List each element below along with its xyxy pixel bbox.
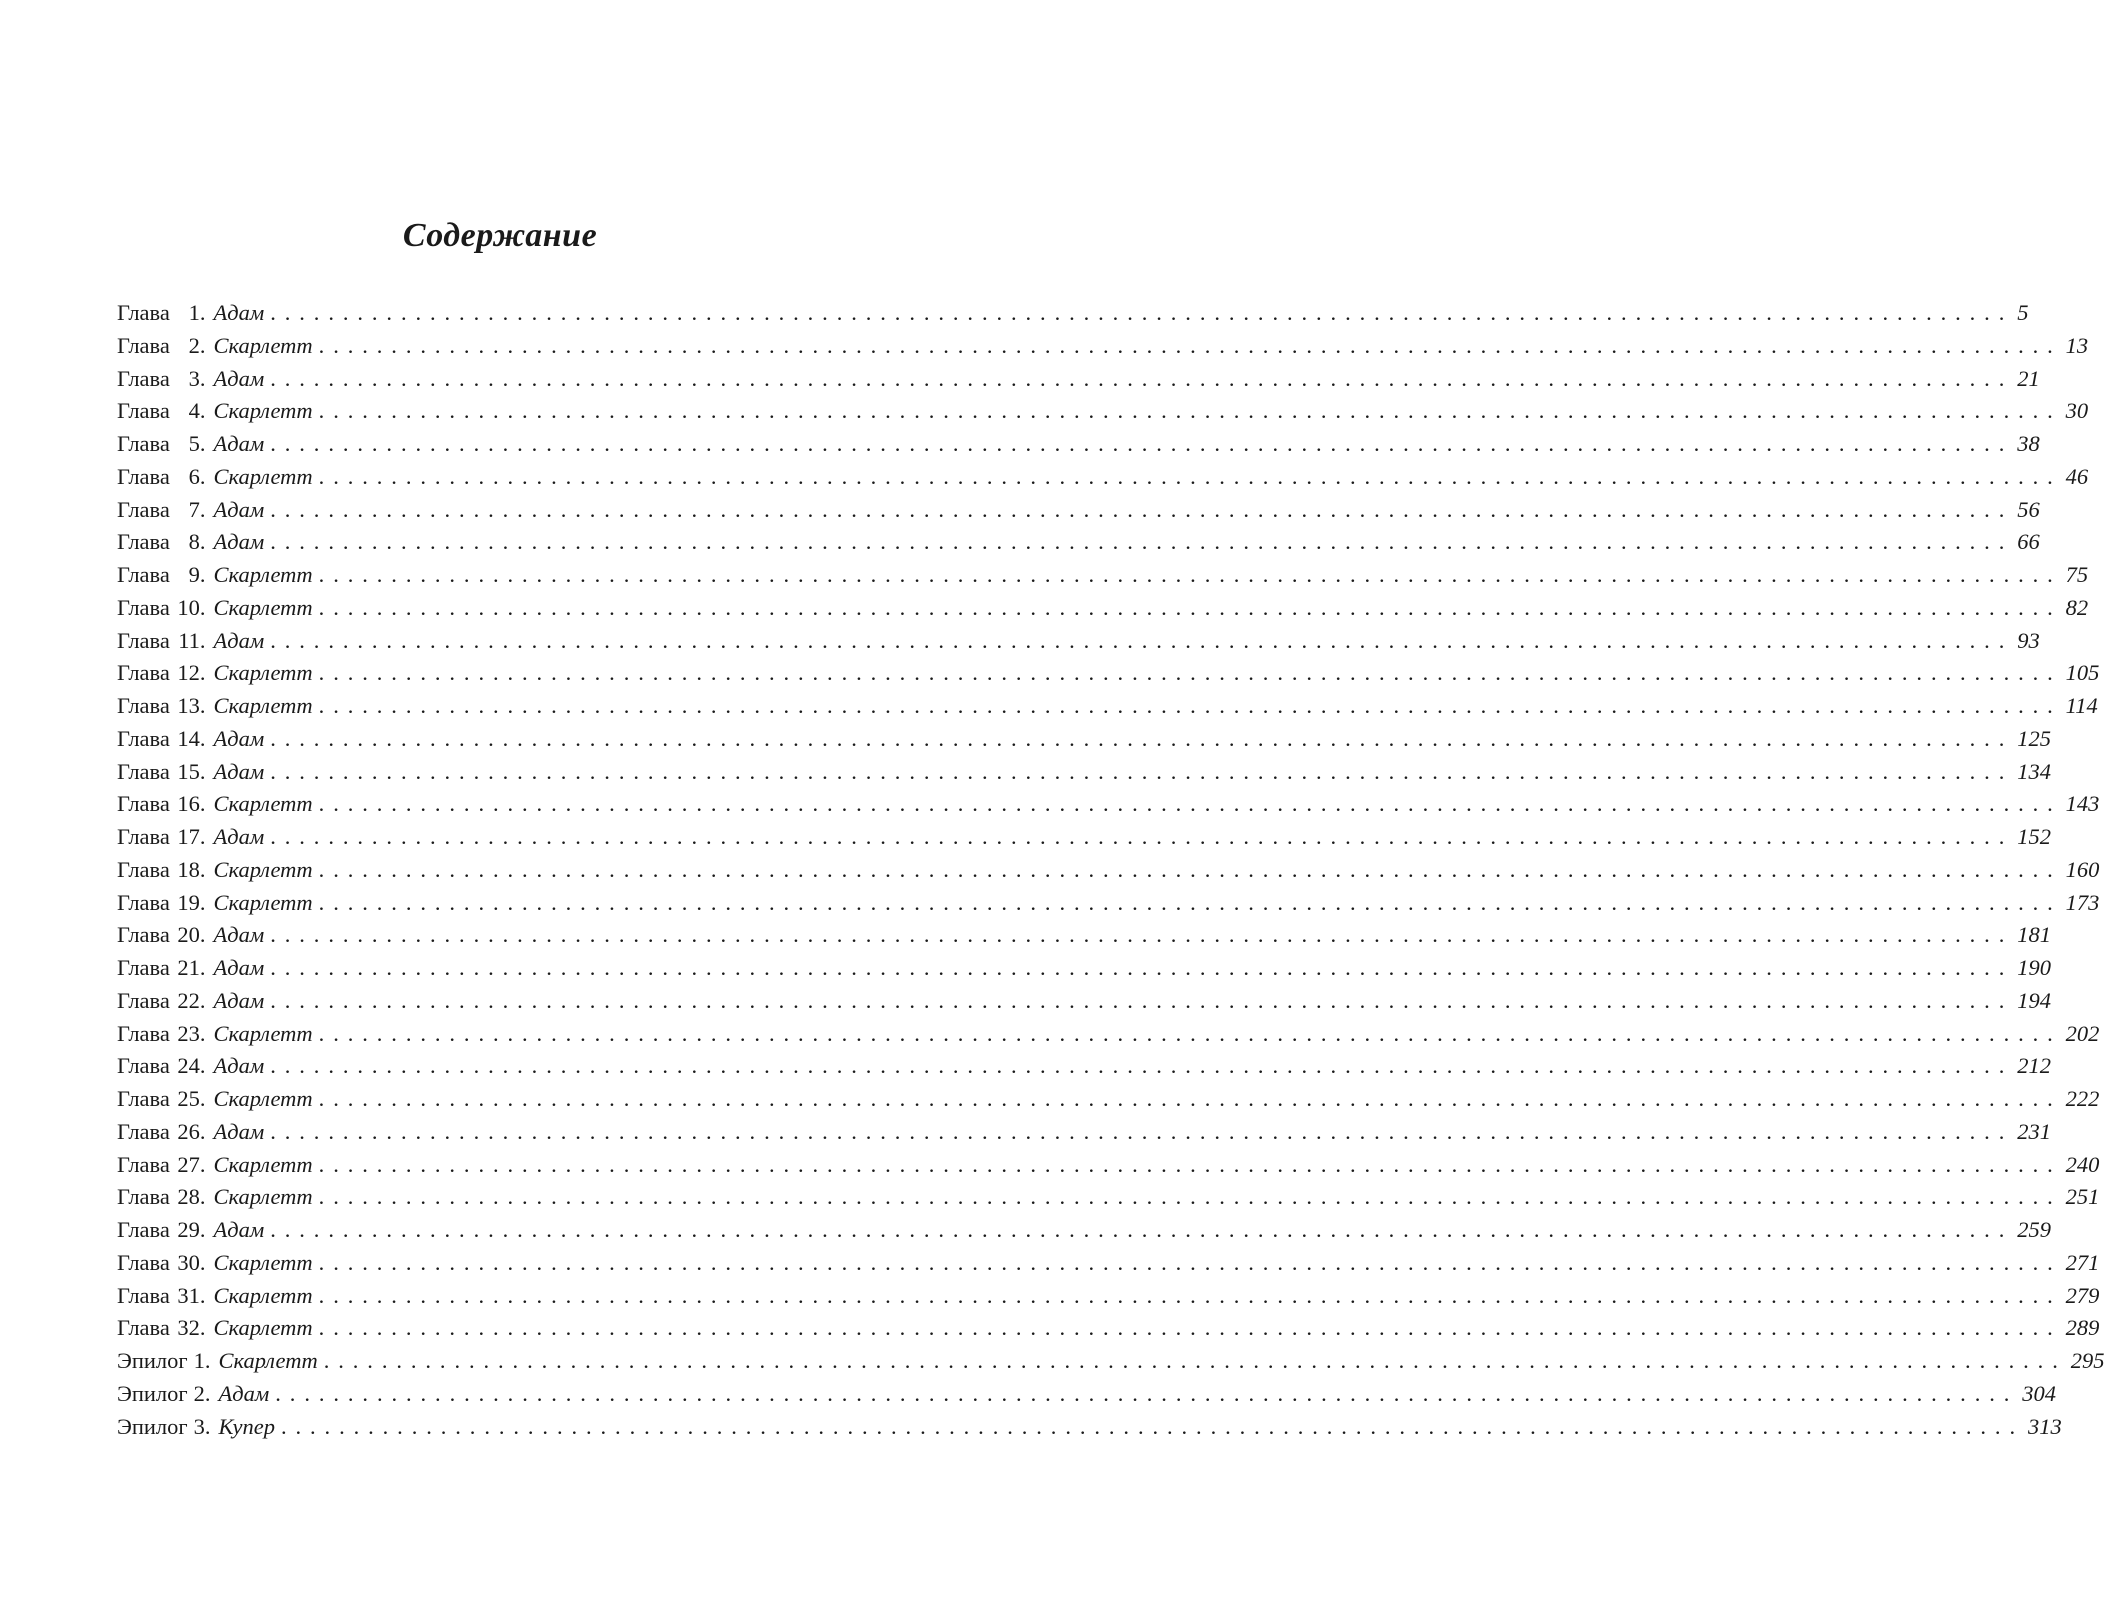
toc-entry[interactable]: Глава 5 . Адам ........................................................................................................................ 38 <box>117 428 831 461</box>
page-title: Содержание <box>402 216 598 254</box>
toc-entry[interactable]: Глава 30 . Скарлетт ........................................................................................................................ 271 <box>117 1247 831 1280</box>
toc-entry-label: Глава <box>117 496 170 522</box>
toc-entry-page: 295 <box>2070 1348 2104 1373</box>
dot-leader: ........................................................................................................................ <box>318 889 2062 915</box>
toc-entry-number: 23 <box>177 1020 200 1046</box>
toc-entry-page: 13 <box>2065 332 2089 358</box>
toc-entry-label: Глава <box>117 332 170 358</box>
dot-leader: ........................................................................................................................ <box>270 824 2014 849</box>
toc-entry-page: 160 <box>2065 856 2100 882</box>
dot-leader: ........................................................................................................................ <box>318 398 2062 424</box>
toc-entry-number: 31 <box>177 1282 200 1308</box>
toc-entry-title: Адам <box>213 431 265 456</box>
dot-leader: ........................................................................................................................ <box>318 693 2062 718</box>
dot-leader: ........................................................................................................................ <box>318 791 2062 817</box>
toc-entry-title: Адам <box>213 365 265 391</box>
toc-entry-title: Скарлетт <box>213 856 313 882</box>
toc-entry-title: Скарлетт <box>213 1020 313 1046</box>
toc-entry-page: 194 <box>2017 987 2051 1013</box>
toc-entry-label: Глава <box>117 1217 170 1242</box>
toc-entry-number: 5 <box>188 431 200 456</box>
toc-entry-label: Глава <box>117 987 170 1013</box>
toc-entry[interactable]: Глава 20 . Адам ........................................................................................................................ 181 <box>117 919 831 952</box>
dot-leader: ........................................................................................................................ <box>280 1413 2024 1439</box>
toc-entry-label: Глава <box>117 1118 170 1144</box>
toc-entry-title: Скарлетт <box>213 332 313 358</box>
dot-leader: ........................................................................................................................ <box>270 300 2014 325</box>
toc-entry-label: Глава <box>117 431 170 456</box>
toc-entry-page: 66 <box>2017 529 2040 555</box>
toc-entry-label: Глава <box>117 856 170 882</box>
dot-leader: ........................................................................................................................ <box>318 463 2062 489</box>
toc-entry-number: 30 <box>177 1249 200 1275</box>
dot-leader: ........................................................................................................................ <box>270 758 2014 784</box>
toc-entry-number: 25 <box>177 1086 200 1111</box>
toc-entry-page: 251 <box>2065 1184 2100 1210</box>
toc-entry-number: 32 <box>177 1315 200 1341</box>
toc-entry[interactable]: Эпилог 1 . Скарлетт ........................................................................................................................ 295 <box>117 1345 831 1378</box>
toc-entry-label: Эпилог <box>117 1348 188 1373</box>
dot-leader: ........................................................................................................................ <box>318 1020 2062 1046</box>
toc-entry[interactable]: Глава 17 . Адам ........................................................................................................................ 152 <box>117 821 831 854</box>
toc-entry[interactable]: Глава 7 . Адам ........................................................................................................................ 56 <box>117 494 831 527</box>
toc-entry[interactable]: Глава 23 . Скарлетт ........................................................................................................................ 202 <box>117 1018 831 1051</box>
dot-leader: ........................................................................................................................ <box>318 1315 2062 1341</box>
toc-entry-page: 5 <box>2017 300 2029 325</box>
toc-entry-title: Скарлетт <box>213 463 313 489</box>
toc-entry-label: Глава <box>117 562 170 587</box>
dot-leader: ........................................................................................................................ <box>318 1184 2062 1210</box>
toc-entry-label: Глава <box>117 1315 170 1341</box>
toc-entry-number: 24 <box>177 1053 200 1079</box>
toc-entry-label: Глава <box>117 1020 170 1046</box>
toc-entry[interactable]: Эпилог 2 . Адам ........................................................................................................................ 304 <box>117 1378 831 1411</box>
toc-entry[interactable]: Глава 10 . Скарлетт ........................................................................................................................ 82 <box>117 592 831 625</box>
toc-entry-label: Глава <box>117 529 170 555</box>
toc-entry-number: 9 <box>188 562 200 587</box>
toc-entry-label: Глава <box>117 398 170 424</box>
dot-leader: ........................................................................................................................ <box>270 987 2014 1013</box>
toc-entry-title: Адам <box>218 1380 270 1406</box>
toc-entry-label: Глава <box>117 889 170 915</box>
toc-entry-page: 56 <box>2017 496 2040 522</box>
toc-entry-title: Скарлетт <box>213 1184 313 1210</box>
toc-entry[interactable]: Глава 13 . Скарлетт ........................................................................................................................ 114 <box>117 690 831 723</box>
dot-leader: ........................................................................................................................ <box>270 725 2014 751</box>
dot-leader: ........................................................................................................................ <box>270 955 2014 980</box>
toc-entry-number: 14 <box>177 725 200 751</box>
toc-entry[interactable]: Эпилог 3 . Купер ........................................................................................................................ 313 <box>117 1411 831 1444</box>
toc-entry-number: 1 <box>188 300 200 325</box>
toc-entry-page: 271 <box>2065 1249 2100 1275</box>
toc-entry-page: 134 <box>2017 758 2051 784</box>
toc-entry-label: Глава <box>117 955 170 980</box>
toc-entry[interactable]: Глава 6 . Скарлетт ........................................................................................................................ 46 <box>117 461 831 494</box>
dot-leader: ........................................................................................................................ <box>270 431 2014 456</box>
toc-entry-title: Адам <box>213 627 265 653</box>
toc-entry-title: Адам <box>213 529 265 555</box>
toc-entry-title: Адам <box>213 1118 265 1144</box>
toc-entry-title: Адам <box>213 300 265 325</box>
toc-entry[interactable]: Глава 14 . Адам ........................................................................................................................ 125 <box>117 723 831 756</box>
toc-entry-number: 18 <box>177 856 200 882</box>
toc-entry-title: Скарлетт <box>213 660 313 686</box>
toc-entry[interactable]: Глава 16 . Скарлетт ........................................................................................................................ 143 <box>117 788 831 821</box>
toc-entry[interactable]: Глава 22 . Адам ........................................................................................................................ 194 <box>117 985 831 1018</box>
dot-leader: ........................................................................................................................ <box>318 1282 2062 1308</box>
toc-entry-title: Скарлетт <box>213 889 313 915</box>
dot-leader: ........................................................................................................................ <box>318 1151 2062 1177</box>
toc-entry-page: 181 <box>2017 922 2051 948</box>
dot-leader: ........................................................................................................................ <box>270 1217 2014 1242</box>
toc-entry[interactable]: Глава 28 . Скарлетт ........................................................................................................................ 251 <box>117 1181 831 1214</box>
toc-entry[interactable]: Глава 21 . Адам ........................................................................................................................ 190 <box>117 952 831 985</box>
toc-entry-number: 13 <box>177 693 200 718</box>
toc-entry-title: Адам <box>213 824 265 849</box>
toc-entry-page: 125 <box>2017 725 2051 751</box>
toc-entry-number: 21 <box>177 955 200 980</box>
dot-leader: ........................................................................................................................ <box>270 496 2014 522</box>
toc-entry-label: Глава <box>117 1086 170 1111</box>
toc-entry-label: Глава <box>117 1151 170 1177</box>
toc-entry-title: Скарлетт <box>213 1086 313 1111</box>
toc-entry-page: 240 <box>2065 1151 2100 1177</box>
toc-entry[interactable]: Глава 19 . Скарлетт ........................................................................................................................ 173 <box>117 887 831 920</box>
dot-leader: ........................................................................................................................ <box>270 922 2014 948</box>
toc-entry-number: 28 <box>177 1184 200 1210</box>
toc-entry[interactable]: Глава 8 . Адам ........................................................................................................................ 66 <box>117 526 831 559</box>
toc-entry-number: 20 <box>177 922 200 948</box>
toc-entry-label: Глава <box>117 824 170 849</box>
dot-leader: ........................................................................................................................ <box>270 529 2014 555</box>
toc-entry-page: 143 <box>2065 791 2100 817</box>
toc-entry-page: 313 <box>2027 1413 2062 1439</box>
toc-entry-page: 202 <box>2065 1020 2100 1046</box>
toc-entry-label: Глава <box>117 1249 170 1275</box>
toc-entry[interactable]: Глава 26 . Адам ........................................................................................................................ 231 <box>117 1116 831 1149</box>
toc-entry-title: Скарлетт <box>213 1282 313 1308</box>
toc-entry-label: Глава <box>117 1184 170 1210</box>
toc-entry-label: Глава <box>117 594 170 620</box>
dot-leader: ........................................................................................................................ <box>318 660 2062 686</box>
toc-entry-title: Адам <box>213 758 265 784</box>
toc-entry[interactable]: Глава 15 . Адам ........................................................................................................................ 134 <box>117 756 831 789</box>
toc-entry[interactable]: Глава 3 . Адам ........................................................................................................................ 21 <box>117 363 831 396</box>
dot-leader: ........................................................................................................................ <box>270 627 2014 653</box>
toc-entry-title: Адам <box>213 922 265 948</box>
dot-leader: ........................................................................................................................ <box>318 594 2062 620</box>
toc-entry-number: 26 <box>177 1118 200 1144</box>
toc-entry-number: 12 <box>177 660 200 686</box>
toc-entry-number: 7 <box>188 496 200 522</box>
toc-entry-label: Глава <box>117 693 170 718</box>
toc-entry[interactable]: Глава 25 . Скарлетт ........................................................................................................................ 222 <box>117 1083 831 1116</box>
toc-entry[interactable]: Глава 27 . Скарлетт ........................................................................................................................ 240 <box>117 1149 831 1182</box>
toc-entry-page: 231 <box>2017 1118 2051 1144</box>
toc-entry-page: 93 <box>2017 627 2040 653</box>
toc-entry-page: 30 <box>2065 398 2089 424</box>
toc-entry-number: 2 <box>193 1380 205 1406</box>
toc-entry-page: 279 <box>2065 1282 2100 1308</box>
toc-entry-title: Скарлетт <box>213 398 313 424</box>
toc-entry-label: Глава <box>117 300 170 325</box>
dot-leader: ........................................................................................................................ <box>318 1086 2062 1111</box>
toc-entry-title: Адам <box>213 1053 265 1079</box>
toc-entry-page: 82 <box>2065 594 2089 620</box>
toc-entry-title: Скарлетт <box>218 1348 318 1373</box>
toc-entry[interactable]: Глава 18 . Скарлетт ........................................................................................................................ 160 <box>117 854 831 887</box>
toc-entry-number: 1 <box>193 1348 205 1373</box>
toc-entry-title: Скарлетт <box>213 1249 313 1275</box>
toc-entry-page: 190 <box>2017 955 2051 980</box>
toc-entry[interactable]: Глава 24 . Адам ........................................................................................................................ 212 <box>117 1050 831 1083</box>
dot-leader: ........................................................................................................................ <box>270 1118 2014 1144</box>
toc-entry-number: 19 <box>177 889 200 915</box>
toc-entry-number: 3 <box>188 365 200 391</box>
toc-entry-page: 114 <box>2065 693 2098 718</box>
toc-entry-title: Адам <box>213 1217 265 1242</box>
dot-leader: ........................................................................................................................ <box>270 365 2014 391</box>
toc-entry-label: Глава <box>117 365 170 391</box>
toc-entry-number: 11 <box>178 627 200 653</box>
toc-entry-number: 2 <box>188 332 200 358</box>
dot-leader: ........................................................................................................................ <box>323 1348 2067 1373</box>
toc-entry-page: 75 <box>2065 562 2089 587</box>
toc-entry-number: 8 <box>188 529 200 555</box>
toc-entry-page: 152 <box>2017 824 2051 849</box>
toc-entry-label: Глава <box>117 758 170 784</box>
toc-entry-page: 289 <box>2065 1315 2100 1341</box>
toc-entry-label: Глава <box>117 660 170 686</box>
toc-entry-label: Глава <box>117 463 170 489</box>
toc-entry-number: 22 <box>177 987 200 1013</box>
toc-entry-number: 17 <box>177 824 200 849</box>
toc-entry-number: 15 <box>177 758 200 784</box>
toc-entry-page: 38 <box>2017 431 2040 456</box>
dot-leader: ........................................................................................................................ <box>270 1053 2014 1079</box>
toc-entry-number: 29 <box>177 1217 200 1242</box>
toc-entry-number: 27 <box>177 1151 200 1177</box>
toc-entry-title: Купер <box>218 1413 275 1439</box>
toc-entry-page: 173 <box>2065 889 2100 915</box>
dot-leader: ........................................................................................................................ <box>318 562 2062 587</box>
toc-entry-title: Адам <box>213 955 265 980</box>
toc-entry[interactable]: Глава 2 . Скарлетт ........................................................................................................................ 13 <box>117 330 831 363</box>
table-of-contents <box>117 297 2104 1443</box>
toc-entry-title: Скарлетт <box>213 1151 313 1177</box>
toc-entry-title: Адам <box>213 496 265 522</box>
toc-entry-number: 10 <box>177 594 200 620</box>
toc-entry-number: 4 <box>188 398 200 424</box>
toc-entry-title: Скарлетт <box>213 594 313 620</box>
dot-leader: ........................................................................................................................ <box>318 332 2062 358</box>
toc-entry-number: 16 <box>177 791 200 817</box>
toc-entry[interactable]: Глава 29 . Адам ........................................................................................................................ 259 <box>117 1214 831 1247</box>
toc-entry[interactable]: Глава 11 . Адам ........................................................................................................................ 93 <box>117 625 831 658</box>
toc-entry[interactable]: Глава 32 . Скарлетт ........................................................................................................................ 289 <box>117 1312 831 1345</box>
toc-entry[interactable]: Глава 1 . Адам ........................................................................................................................ 5 <box>117 297 831 330</box>
dot-leader: ........................................................................................................................ <box>275 1380 2019 1406</box>
toc-entry-page: 222 <box>2065 1086 2100 1111</box>
toc-entry-label: Эпилог <box>117 1380 188 1406</box>
toc-entry-label: Глава <box>117 791 170 817</box>
toc-entry-title: Скарлетт <box>213 791 313 817</box>
dot-leader: ........................................................................................................................ <box>318 1249 2062 1275</box>
toc-entry-page: 46 <box>2065 463 2089 489</box>
toc-entry-number: 3 <box>193 1413 205 1439</box>
toc-entry-title: Скарлетт <box>213 693 313 718</box>
toc-entry-page: 105 <box>2065 660 2100 686</box>
toc-entry-title: Адам <box>213 725 265 751</box>
toc-entry-label: Глава <box>117 627 170 653</box>
dot-leader: ........................................................................................................................ <box>318 856 2062 882</box>
toc-entry[interactable]: Глава 31 . Скарлетт ........................................................................................................................ 279 <box>117 1280 831 1313</box>
toc-entry-label: Глава <box>117 922 170 948</box>
toc-entry-label: Глава <box>117 1053 170 1079</box>
toc-entry-label: Глава <box>117 1282 170 1308</box>
toc-entry-page: 212 <box>2017 1053 2051 1079</box>
toc-entry[interactable]: Глава 4 . Скарлетт ........................................................................................................................ 30 <box>117 395 831 428</box>
toc-entry-page: 304 <box>2022 1380 2057 1406</box>
toc-entry[interactable]: Глава 12 . Скарлетт ........................................................................................................................ 105 <box>117 657 831 690</box>
toc-entry-title: Адам <box>213 987 265 1013</box>
toc-entry-page: 259 <box>2017 1217 2051 1242</box>
toc-entry[interactable]: Глава 9 . Скарлетт ........................................................................................................................ 75 <box>117 559 831 592</box>
toc-entry-label: Эпилог <box>117 1413 188 1439</box>
toc-entry-title: Скарлетт <box>213 562 313 587</box>
toc-entry-number: 6 <box>188 463 200 489</box>
toc-entry-label: Глава <box>117 725 170 751</box>
toc-entry-title: Скарлетт <box>213 1315 313 1341</box>
toc-entry-page: 21 <box>2017 365 2040 391</box>
